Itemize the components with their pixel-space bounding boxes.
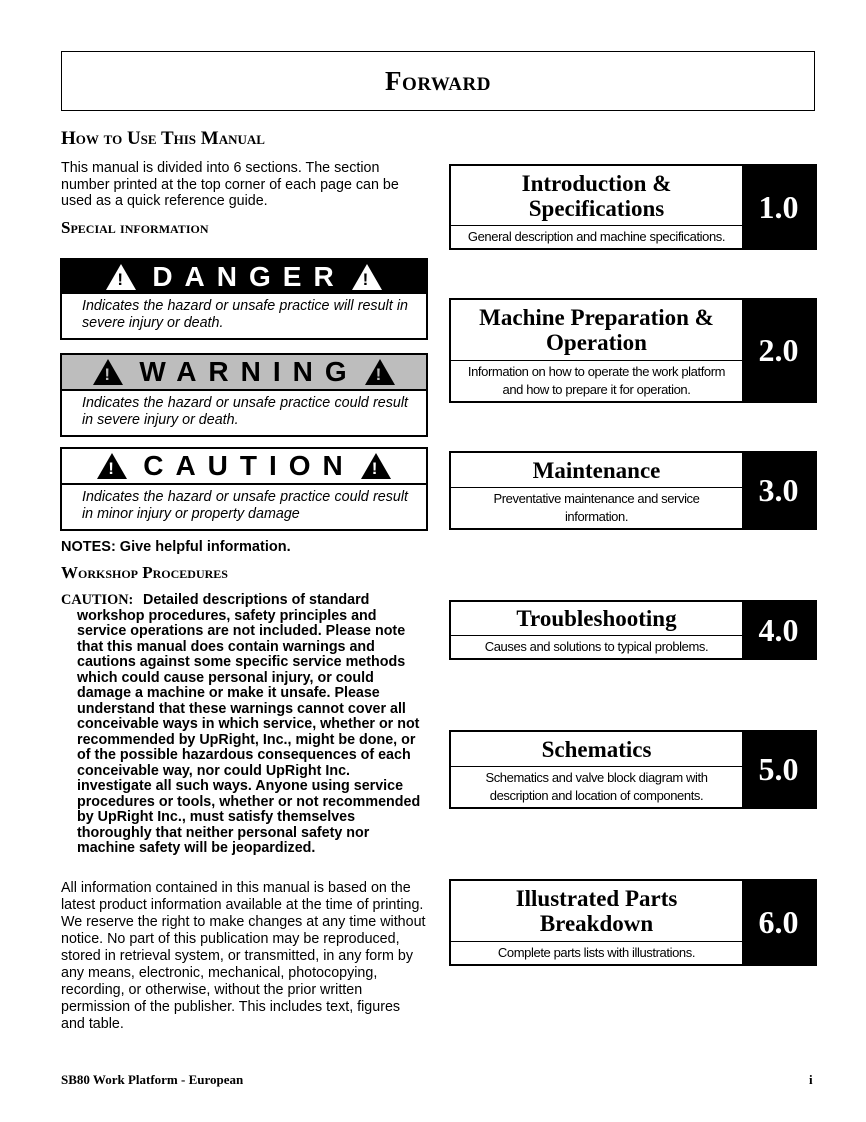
section-description-line: Information on how to operate the work platform	[467, 364, 726, 379]
section-description-line: information.	[564, 509, 629, 524]
danger-sign	[60, 258, 428, 340]
section-title-line: Schematics	[541, 736, 652, 762]
section-card-3	[449, 451, 817, 530]
warning-sign	[60, 353, 428, 437]
danger-sign-header	[62, 260, 426, 294]
section-title-line: Operation	[546, 330, 647, 355]
section-card-4	[449, 600, 817, 660]
section-number: 4.0	[742, 602, 815, 658]
warning-text: Indicates the hazard or unsafe practice could result in severe injury or death.	[82, 395, 408, 428]
warning-triangle-icon: !	[97, 453, 127, 479]
section-number: 5.0	[742, 732, 815, 807]
section-description-line: Causes and solutions to typical problems.	[484, 639, 709, 654]
section-card-2	[449, 298, 817, 403]
section-title-line: Machine Preparation &	[479, 305, 714, 330]
section-title	[451, 881, 742, 942]
caution-sign	[60, 447, 428, 531]
section-title-line: Maintenance	[532, 457, 661, 483]
danger-word: DANGER	[152, 261, 346, 292]
caution-word: CAUTION	[143, 450, 355, 481]
warning-triangle-icon: !	[106, 264, 136, 290]
section-title-line: Illustrated Parts	[515, 886, 678, 911]
danger-text: Indicates the hazard or unsafe practice will result in severe injury or death.	[82, 298, 408, 331]
section-description	[451, 767, 742, 807]
caution-text: Indicates the hazard or unsafe practice could result in minor injury or property damage	[82, 489, 408, 522]
workshop-info-text: All information contained in this manual is based on the latest product information available at the time of printing. We reserve the right to make changes at any time without notice. No part of this publication may be reproduced, stored in retrieval system, or transmitted, in any form by any means, electronic, mechanical, photocopying, recording, or otherwise, without the prior written permission of the publisher. This includes text, figures and table.	[61, 880, 426, 1032]
section-description	[451, 226, 742, 248]
warning-triangle-icon: !	[361, 453, 391, 479]
section-description-line: Complete parts lists with illustrations.	[497, 945, 696, 960]
section-number: 2.0	[742, 300, 815, 401]
workshop-caution-lead: CAUTION:	[61, 592, 134, 608]
warning-triangle-icon: !	[352, 264, 382, 290]
section-description	[451, 636, 742, 658]
page-number: i	[809, 1072, 813, 1087]
section-description-line: and how to prepare it for operation.	[502, 382, 691, 397]
section-title-line: Troubleshooting	[516, 606, 677, 631]
workshop-caution	[61, 593, 423, 857]
section-description-line: Preventative maintenance and service	[493, 491, 700, 506]
section-description	[451, 488, 742, 528]
section-number: 3.0	[742, 453, 815, 528]
warning-triangle-icon: !	[365, 359, 395, 385]
section-description-line: Schematics and valve block diagram with	[485, 770, 708, 785]
section-title	[451, 602, 742, 636]
workshop-caution-text: Detailed descriptions of standard workshop procedures, safety principles and service operations are not included. Please note that this manual does contain warnings and cautions against some specific service methods which could cause personal injury, or could damage a machine or make it unsafe. Please understand that these warnings cannot cover all conceivable ways in which service, whether or not recommended by UpRight, Inc., might be done, or of the possible hazardous consequences of each conceivable way, nor could UpRight Inc. investigate all such ways. Anyone using service procedures or tools, whether or not recommended by UpRight Inc., must satisfy themselves thoroughly that neither personal safety nor machine safety will be jeopardized.	[77, 592, 421, 856]
warning-triangle-icon: !	[93, 359, 123, 385]
warning-word: WARNING	[139, 356, 359, 387]
section-card-1	[449, 164, 817, 250]
special-info-heading: Special information	[61, 218, 209, 237]
section-card-6	[449, 879, 817, 966]
section-title-line: Specifications	[528, 195, 665, 221]
caution-sign-header	[62, 449, 426, 485]
section-description	[451, 942, 742, 964]
section-title	[451, 166, 742, 226]
warning-sign-header	[62, 355, 426, 391]
section-card-5	[449, 730, 817, 809]
how-to-use-text: This manual is divided into 6 sections. The section number printed at the top corner of each page can be used as a quick reference guide.	[61, 160, 399, 210]
notes-text: NOTES: Give helpful information.	[61, 539, 291, 555]
page-title: Forward	[385, 65, 491, 96]
section-title	[451, 732, 742, 767]
section-description	[451, 361, 742, 401]
section-number: 6.0	[742, 881, 815, 964]
section-title	[451, 453, 742, 488]
section-title	[451, 300, 742, 361]
footer-title: SB80 Work Platform - European	[61, 1072, 244, 1087]
how-to-use-heading: How to Use This Manual	[61, 128, 265, 149]
workshop-heading: Workshop Procedures	[61, 563, 228, 582]
section-description-line: description and location of components.	[489, 788, 704, 803]
section-title-line: Breakdown	[539, 911, 654, 936]
page-title-box	[61, 51, 815, 111]
section-title-line: Introduction &	[521, 170, 672, 196]
section-description-line: General description and machine specifications.	[467, 229, 726, 244]
section-number: 1.0	[742, 166, 815, 248]
